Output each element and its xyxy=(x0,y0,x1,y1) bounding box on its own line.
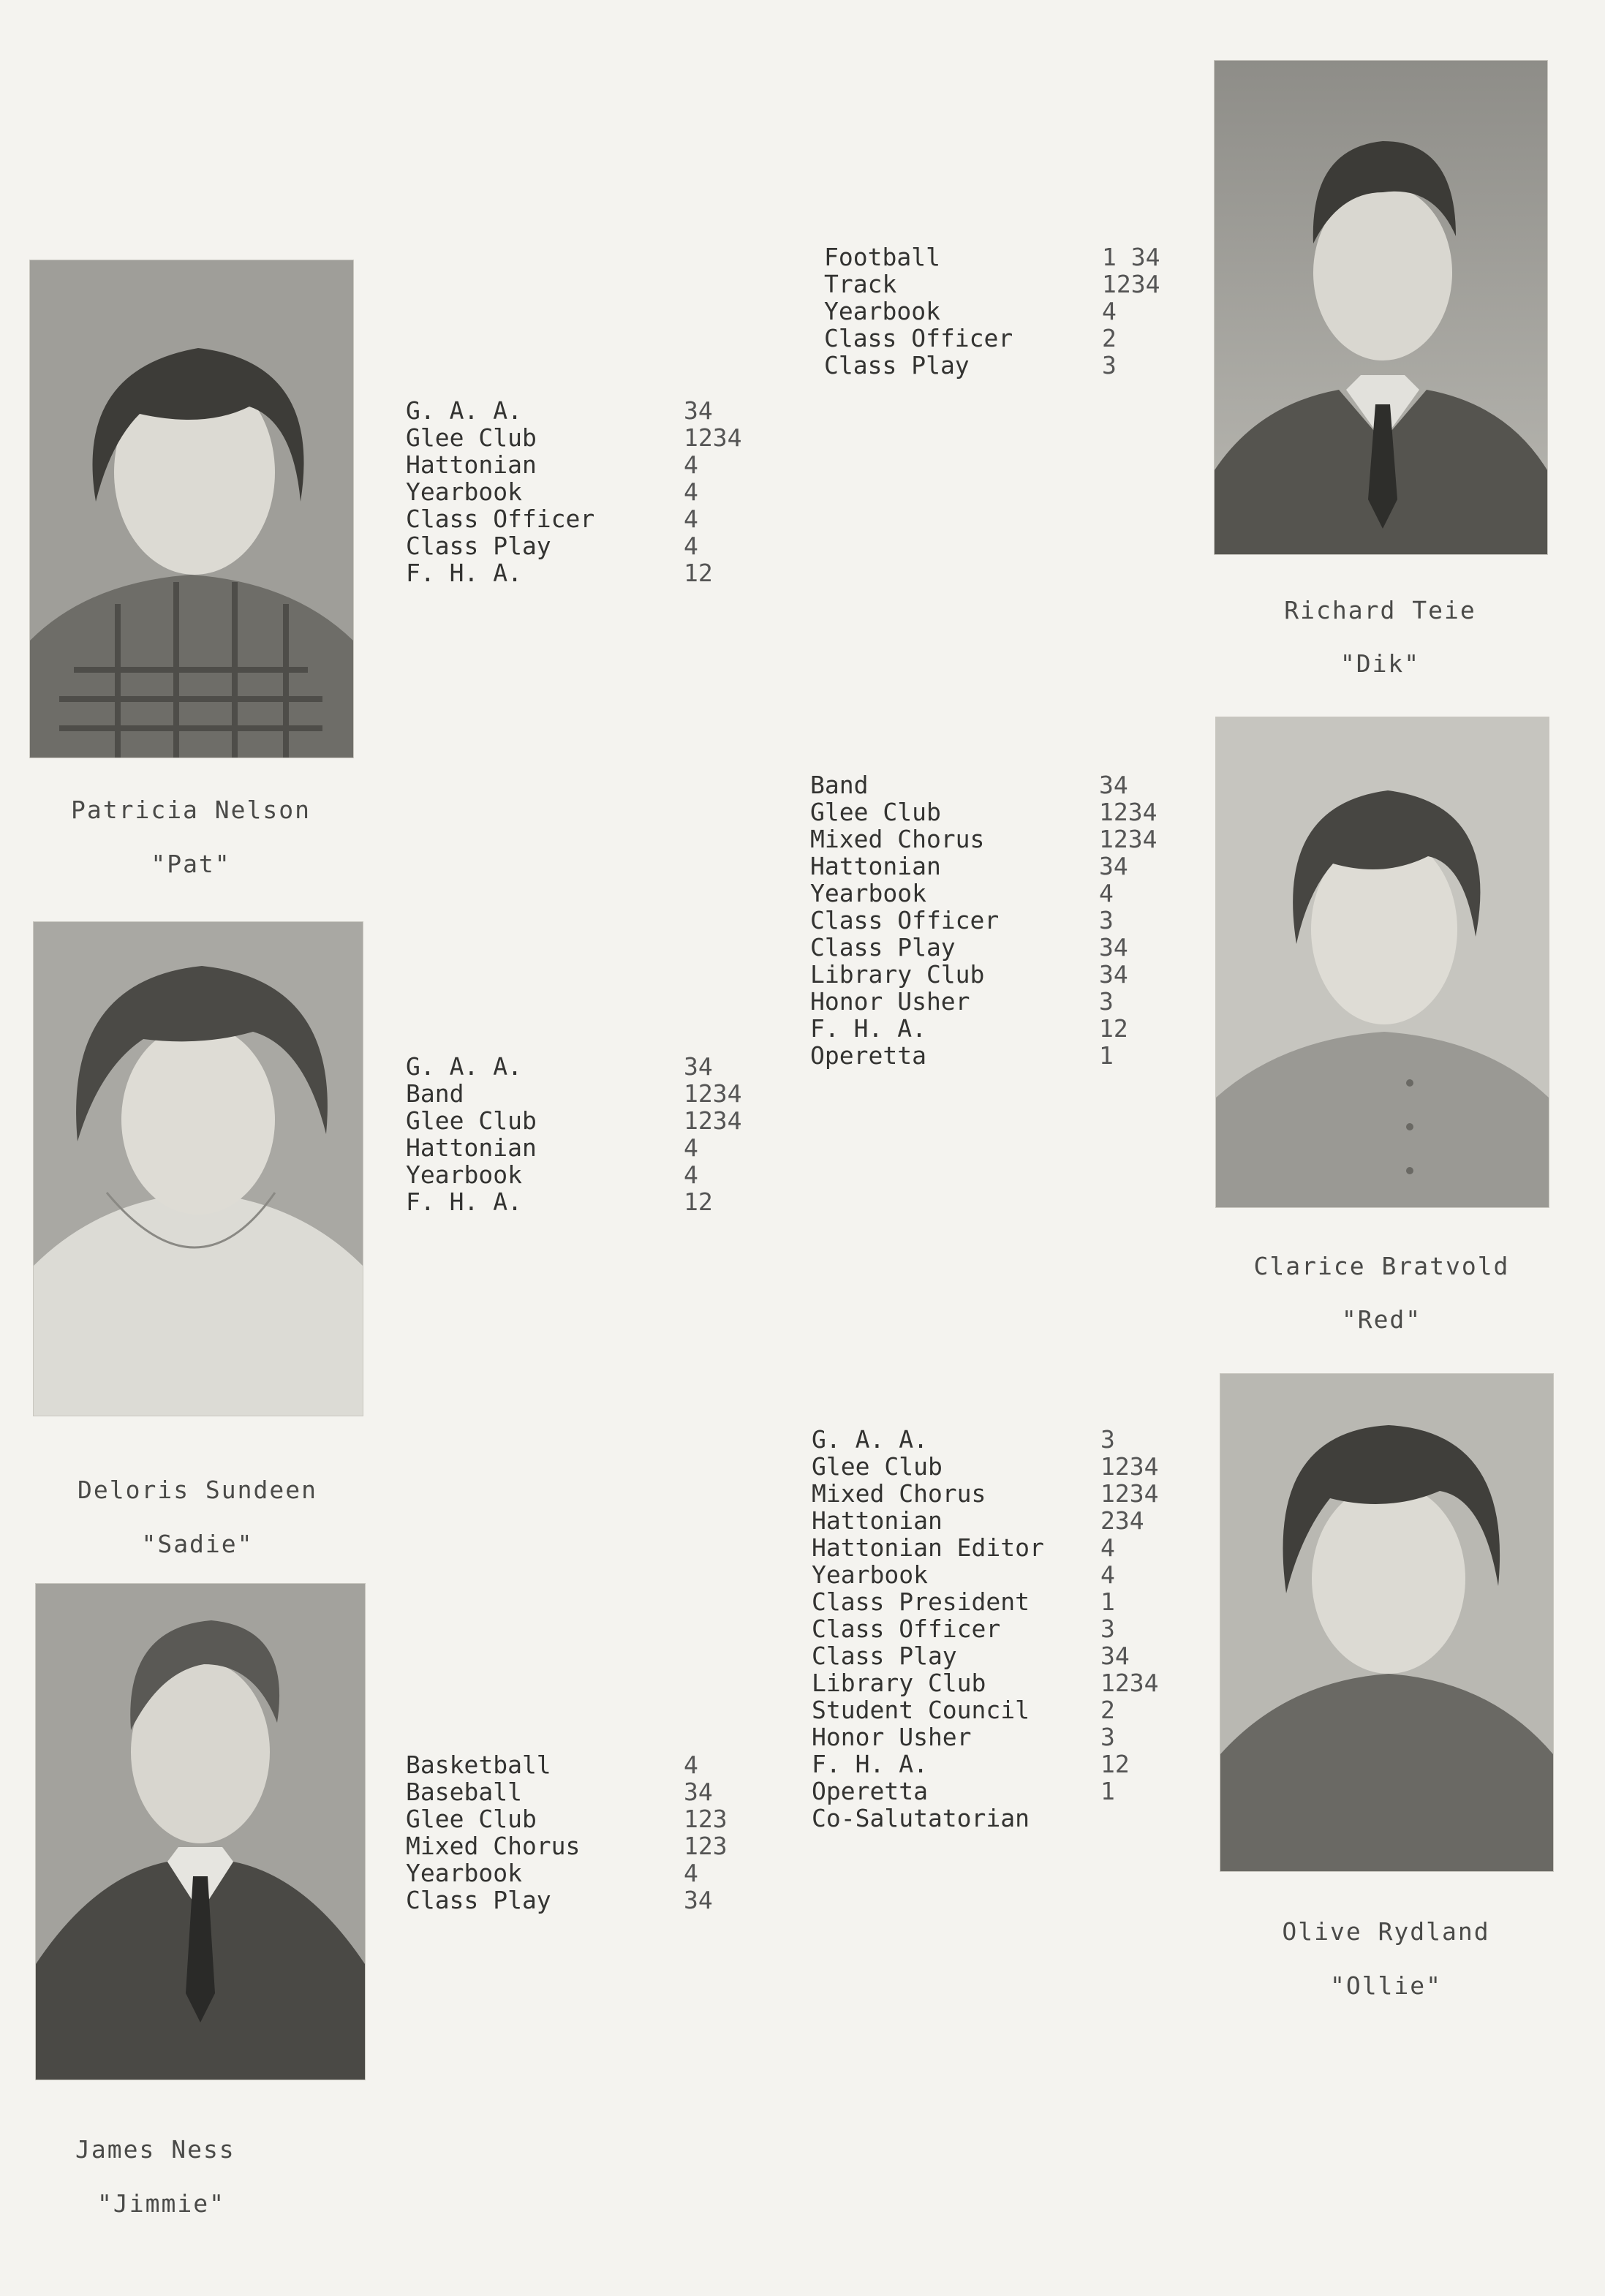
activity-label: Class Officer xyxy=(406,505,595,533)
activity-item xyxy=(812,1561,1177,1588)
activity-years: 1 xyxy=(1099,1041,1114,1070)
activity-label: Track xyxy=(824,270,897,298)
activity-years: 34 xyxy=(684,1778,713,1806)
activity-years: 1 34 xyxy=(1102,243,1160,271)
activity-years: 2 xyxy=(1102,324,1117,352)
activity-item xyxy=(406,1887,757,1914)
activity-label: Glee Club xyxy=(810,798,941,826)
activity-item xyxy=(406,1778,757,1805)
activity-years: 4 xyxy=(684,1160,698,1189)
activity-item xyxy=(810,961,1176,988)
activity-label: Yearbook xyxy=(810,879,926,907)
activity-label: F. H. A. xyxy=(406,559,522,587)
activity-years: 34 xyxy=(1099,960,1128,989)
activity-years: 34 xyxy=(684,1052,713,1081)
activity-item xyxy=(406,424,757,451)
activity-list-richard-teie xyxy=(824,243,1175,379)
student-name-richard-teie: Richard Teie xyxy=(1284,596,1476,624)
activity-list-patricia-nelson xyxy=(406,397,757,586)
student-nickname-olive-rydland: "Ollie" xyxy=(1329,1971,1443,2000)
activity-list-olive-rydland xyxy=(812,1426,1177,1832)
activity-label: Hattonian xyxy=(406,1133,537,1162)
activity-label: Class Officer xyxy=(810,906,1000,934)
activity-label: Mixed Chorus xyxy=(810,825,985,853)
activity-item xyxy=(810,771,1176,798)
activity-item xyxy=(406,397,757,424)
activity-label: Class Play xyxy=(406,532,551,560)
activity-label: Class President xyxy=(812,1587,1030,1616)
activity-item xyxy=(812,1534,1177,1561)
activity-item xyxy=(812,1453,1177,1480)
activity-years: 34 xyxy=(1099,852,1128,880)
activity-list-deloris-sundeen xyxy=(406,1053,757,1215)
activity-item xyxy=(812,1696,1177,1723)
portrait-image xyxy=(36,1584,365,2080)
activity-years: 1234 xyxy=(1099,798,1158,826)
portrait-photo-richard-teie xyxy=(1214,60,1548,555)
activity-years: 4 xyxy=(684,450,698,479)
activity-item xyxy=(406,1080,757,1107)
activity-label: Operetta xyxy=(812,1777,928,1805)
activity-years: 4 xyxy=(684,477,698,506)
activity-label: Library Club xyxy=(812,1669,986,1697)
activity-label: Football xyxy=(824,243,940,271)
activity-label: Yearbook xyxy=(406,477,522,506)
portrait-photo-deloris-sundeen xyxy=(33,921,363,1416)
activity-item xyxy=(406,1805,757,1832)
activity-item xyxy=(406,478,757,505)
activity-years: 34 xyxy=(1099,771,1128,799)
activity-item xyxy=(810,798,1176,826)
activity-years: 4 xyxy=(684,505,698,533)
activity-label: Class Play xyxy=(812,1642,957,1670)
activity-label: Hattonian Editor xyxy=(812,1533,1044,1562)
student-nickname-james-ness: "Jimmie" xyxy=(97,2189,225,2218)
activity-label: Glee Club xyxy=(812,1452,943,1481)
activity-years: 3 xyxy=(1102,351,1117,379)
activity-years: 4 xyxy=(684,532,698,560)
activity-item xyxy=(406,1188,757,1215)
activity-item xyxy=(824,271,1175,298)
activity-years: 1234 xyxy=(1100,1669,1159,1697)
student-nickname-patricia-nelson: "Pat" xyxy=(151,850,231,878)
activity-label: Library Club xyxy=(810,960,985,989)
activity-item xyxy=(812,1669,1177,1696)
activity-years: 234 xyxy=(1100,1506,1144,1535)
activity-item xyxy=(810,988,1176,1015)
activity-years: 34 xyxy=(1099,933,1128,962)
activity-item xyxy=(824,325,1175,352)
activity-item xyxy=(812,1507,1177,1534)
activity-years: 34 xyxy=(684,396,713,425)
activity-item xyxy=(810,907,1176,934)
activity-label: F. H. A. xyxy=(406,1187,522,1216)
activity-years: 4 xyxy=(1100,1560,1115,1589)
activity-label: Honor Usher xyxy=(812,1723,972,1751)
activity-label: Glee Club xyxy=(406,1106,537,1135)
activity-item xyxy=(406,1859,757,1887)
activity-years: 1234 xyxy=(684,423,742,452)
activity-label: Glee Club xyxy=(406,423,537,452)
portrait-photo-james-ness xyxy=(35,1583,366,2080)
activity-item xyxy=(810,934,1176,961)
activity-item xyxy=(810,880,1176,907)
student-name-patricia-nelson: Patricia Nelson xyxy=(70,796,311,824)
activity-label: Glee Club xyxy=(406,1805,537,1833)
activity-label: Band xyxy=(406,1079,464,1108)
activity-label: Hattonian xyxy=(812,1506,943,1535)
activity-years: 1234 xyxy=(1100,1479,1159,1508)
activity-item xyxy=(812,1588,1177,1615)
activity-label: Operetta xyxy=(810,1041,926,1070)
activity-label: Hattonian xyxy=(810,852,941,880)
activity-years: 3 xyxy=(1100,1615,1115,1643)
activity-years: 123 xyxy=(684,1805,728,1833)
activity-item xyxy=(824,298,1175,325)
activity-years: 1 xyxy=(1100,1777,1115,1805)
activity-years: 2 xyxy=(1100,1696,1115,1724)
activity-years: 3 xyxy=(1100,1425,1115,1454)
activity-item xyxy=(406,532,757,559)
activity-label: Yearbook xyxy=(812,1560,928,1589)
activity-years: 1 xyxy=(1100,1587,1115,1616)
activity-years: 12 xyxy=(1100,1750,1130,1778)
activity-list-clarice-bratvold xyxy=(810,771,1176,1069)
activity-years: 1234 xyxy=(1102,270,1160,298)
student-name-deloris-sundeen: Deloris Sundeen xyxy=(77,1476,317,1504)
activity-label: F. H. A. xyxy=(810,1014,926,1043)
activity-years: 1234 xyxy=(684,1106,742,1135)
activity-years: 34 xyxy=(684,1886,713,1914)
activity-item xyxy=(812,1642,1177,1669)
student-nickname-clarice-bratvold: "Red" xyxy=(1341,1305,1422,1334)
activity-label: Honor Usher xyxy=(810,987,970,1016)
activity-years: 12 xyxy=(1099,1014,1128,1043)
activity-label: F. H. A. xyxy=(812,1750,928,1778)
portrait-photo-patricia-nelson xyxy=(29,260,354,758)
activity-item xyxy=(812,1751,1177,1778)
activity-label: Band xyxy=(810,771,869,799)
activity-years: 4 xyxy=(684,1133,698,1162)
activity-years: 123 xyxy=(684,1832,728,1860)
activity-label: Class Play xyxy=(406,1886,551,1914)
activity-label: Mixed Chorus xyxy=(812,1479,986,1508)
portrait-image xyxy=(30,260,353,758)
activity-item xyxy=(406,559,757,586)
activity-years: 1234 xyxy=(1100,1452,1159,1481)
portrait-image xyxy=(1220,1374,1553,1871)
activity-item xyxy=(812,1805,1177,1832)
activity-label: G. A. A. xyxy=(812,1425,928,1454)
student-name-james-ness: James Ness xyxy=(75,2135,235,2164)
activity-years: 34 xyxy=(1100,1642,1130,1670)
activity-item xyxy=(812,1480,1177,1507)
activity-label: Basketball xyxy=(406,1751,551,1779)
activity-label: Class Officer xyxy=(824,324,1013,352)
activity-item xyxy=(406,451,757,478)
activity-years: 1234 xyxy=(1099,825,1158,853)
activity-item xyxy=(406,1751,757,1778)
activity-years: 3 xyxy=(1099,906,1114,934)
portrait-photo-clarice-bratvold xyxy=(1215,717,1549,1208)
activity-years: 4 xyxy=(1102,297,1117,325)
activity-years: 4 xyxy=(684,1859,698,1887)
student-name-clarice-bratvold: Clarice Bratvold xyxy=(1253,1252,1510,1280)
student-nickname-deloris-sundeen: "Sadie" xyxy=(141,1530,254,1558)
student-name-olive-rydland: Olive Rydland xyxy=(1282,1917,1490,1946)
activity-label: G. A. A. xyxy=(406,396,522,425)
activity-label: G. A. A. xyxy=(406,1052,522,1081)
activity-item xyxy=(810,1015,1176,1042)
activity-label: Class Play xyxy=(810,933,956,962)
activity-item xyxy=(812,1778,1177,1805)
activity-years: 4 xyxy=(684,1751,698,1779)
activity-label: Hattonian xyxy=(406,450,537,479)
activity-item xyxy=(406,1107,757,1134)
activity-label: Co-Salutatorian xyxy=(812,1804,1030,1832)
activity-item xyxy=(824,352,1175,379)
activity-years: 12 xyxy=(684,559,713,587)
activity-years: 1234 xyxy=(684,1079,742,1108)
activity-years: 4 xyxy=(1100,1533,1115,1562)
portrait-image xyxy=(1215,61,1547,554)
activity-item xyxy=(406,505,757,532)
activity-item xyxy=(810,853,1176,880)
activity-label: Yearbook xyxy=(406,1160,522,1189)
activity-item xyxy=(406,1053,757,1080)
activity-item xyxy=(812,1426,1177,1453)
activity-years: 3 xyxy=(1099,987,1114,1016)
activity-label: Mixed Chorus xyxy=(406,1832,581,1860)
activity-item xyxy=(406,1832,757,1859)
portrait-photo-olive-rydland xyxy=(1220,1373,1554,1872)
activity-label: Class Play xyxy=(824,351,970,379)
portrait-image xyxy=(1216,717,1549,1207)
student-nickname-richard-teie: "Dik" xyxy=(1340,649,1421,678)
activity-label: Baseball xyxy=(406,1778,522,1806)
activity-label: Yearbook xyxy=(406,1859,522,1887)
activity-item xyxy=(810,1042,1176,1069)
activity-item xyxy=(812,1723,1177,1751)
activity-label: Yearbook xyxy=(824,297,940,325)
activity-years: 3 xyxy=(1100,1723,1115,1751)
activity-label: Class Officer xyxy=(812,1615,1001,1643)
activity-item xyxy=(406,1134,757,1161)
activity-item xyxy=(810,826,1176,853)
activity-list-james-ness xyxy=(406,1751,757,1914)
portrait-image xyxy=(34,922,363,1416)
activity-item xyxy=(824,243,1175,271)
activity-label: Student Council xyxy=(812,1696,1030,1724)
activity-years: 12 xyxy=(684,1187,713,1216)
activity-years: 4 xyxy=(1099,879,1114,907)
activity-item xyxy=(812,1615,1177,1642)
activity-item xyxy=(406,1161,757,1188)
